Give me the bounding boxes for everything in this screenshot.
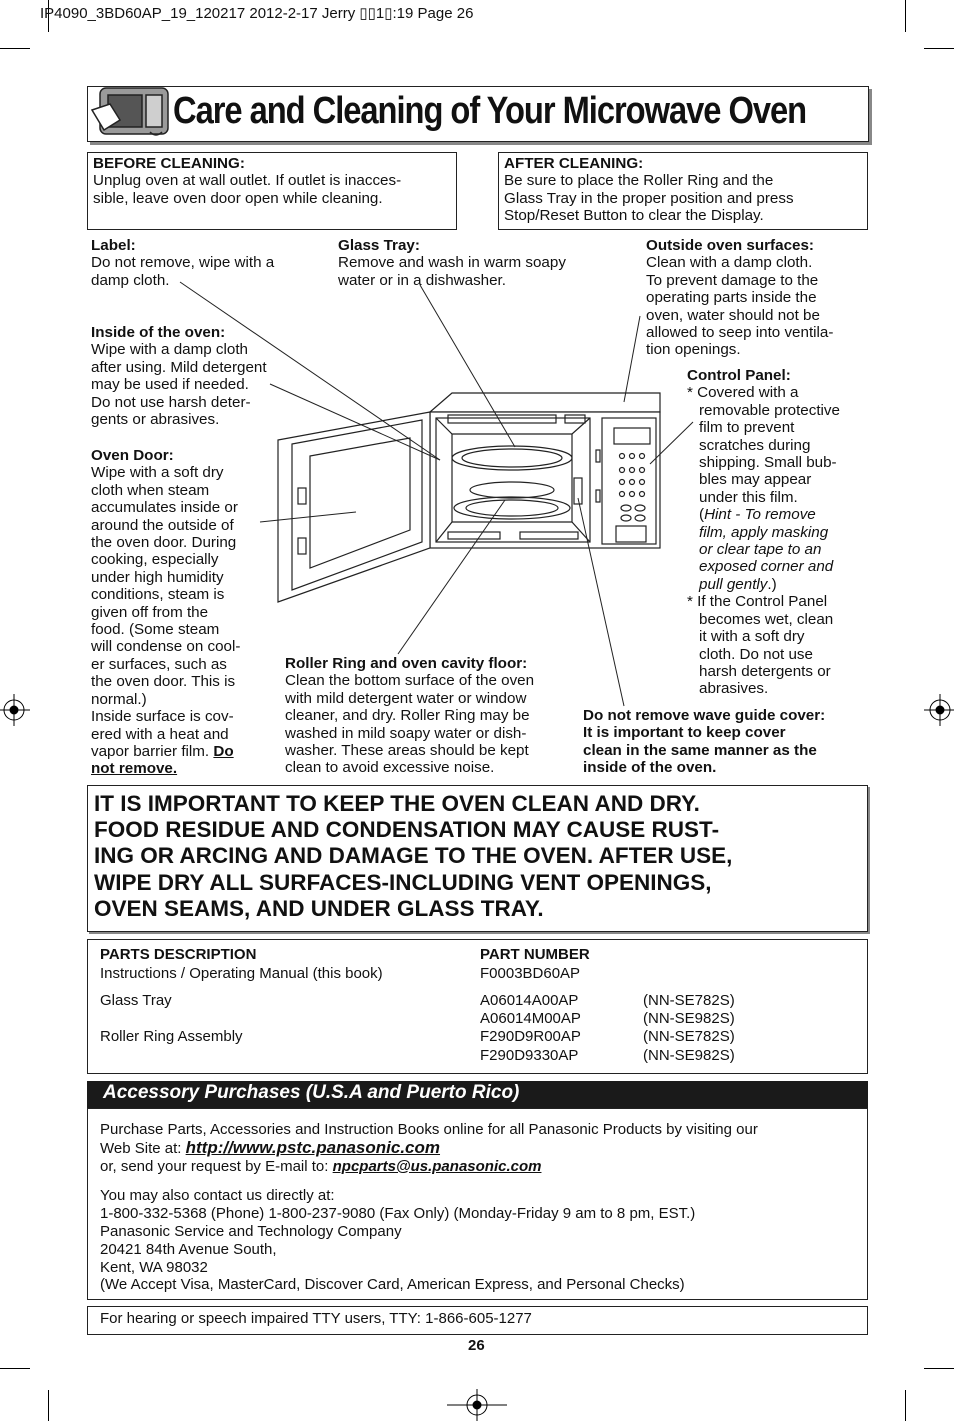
after-cleaning-text: AFTER CLEANING: Be sure to place the Roller Ring and the Glass Tray in the proper position and press Stop/Reset Button to clear the Display. <box>504 155 794 225</box>
warning-text: IT IS IMPORTANT TO KEEP THE OVEN CLEAN AND DRY. FOOD RESIDUE AND CONDENSATION MAY CAUSE RUST- ING OR ARCING AND DAMAGE TO THE OVEN. AFTER USE, WIPE DRY ALL SURFACES-INCLUDING VENT OPENINGS, OVEN SEAMS, AND UNDER GLASS TRAY. <box>94 791 733 921</box>
tty-text: For hearing or speech impaired TTY users, TTY: 1-866-605-1277 <box>100 1310 532 1327</box>
inside-oven-callout: Inside of the oven: Wipe with a damp cloth after using. Mild detergent may be used if needed. Do not use harsh deter- gents or abrasives. <box>91 324 267 429</box>
before-cleaning-text: BEFORE CLEANING: Unplug oven at wall outlet. If outlet is inacces- sible, leave oven door open while cleaning. <box>93 155 402 207</box>
control-panel-callout: Control Panel: * Covered with a removable protective film to prevent scratches during shipping. Small bub- bles may appear under this film. (Hint - To remove film, apply masking or clear tape to an exposed corner and pull gently.) * If the Control Panel becomes wet, clean it with a soft dry cloth. Do not use harsh detergents or abrasives. <box>687 367 840 698</box>
page-title: Care and Cleaning of Your Microwave Oven <box>173 90 807 132</box>
parts-row-number: F290D9R00AP <box>480 1028 581 1045</box>
accessory-title: Accessory Purchases (U.S.A and Puerto Rico) <box>103 1082 520 1103</box>
parts-row-desc: Glass Tray <box>100 992 172 1009</box>
parts-row-model: (NN-SE782S) <box>643 992 735 1009</box>
oven-door-callout: Oven Door: Wipe with a soft dry cloth when steam accumulates inside or around the outside of the oven door. During cooking, especially under high humidity conditions, steam is given off from the food. (Some steam will condense on cool- er surfaces, such as the oven door. This is normal.) Inside surface is cov- ered with a heat and vapor barrier film. Do not remove. <box>91 447 241 778</box>
parts-row-model: (NN-SE982S) <box>643 1010 735 1027</box>
parts-row-number: F290D9330AP <box>480 1047 579 1064</box>
email-link[interactable]: npcparts@us.panasonic.com <box>332 1157 542 1175</box>
page-number: 26 <box>468 1337 485 1354</box>
parts-row-desc: Roller Ring Assembly <box>100 1028 243 1045</box>
roller-ring-callout: Roller Ring and oven cavity floor: Clean the bottom surface of the oven with mild detergent water or window cleaner, and dry. Roller Ring may be washed in mild soapy water or dish- washer. These areas should be kept clean to avoid excessive noise. <box>285 655 535 777</box>
label-callout: Label: Do not remove, wipe with a damp cloth. <box>91 237 275 289</box>
glass-tray-callout: Glass Tray: Remove and wash in warm soapy water or in a dishwasher. <box>338 237 566 289</box>
accessory-body: Purchase Parts, Accessories and Instruction Books online for all Panasonic Products by visiting our Web Site at: http://www.pstc.panasonic.com or, send your request by E-mail to: npcparts@us.panasonic.com You may also contact us directly at: 1-800-332-5368 (Phone) 1-800-237-9080 (Fax Only) (Monday-Friday 9 am to 8 pm, EST.) Panasonic Service and Technology Company 20421 84th Avenue South, Kent, WA 98032 (We Accept Visa, MasterCard, Discover Card, American Express, and Personal Checks) <box>100 1121 758 1294</box>
parts-description-header: PARTS DESCRIPTION <box>100 946 257 963</box>
parts-row-model: (NN-SE782S) <box>643 1028 735 1045</box>
parts-row-number: A06014M00AP <box>480 1010 581 1027</box>
print-slug: IP4090_3BD60AP_19_120217 2012-2-17 Jerry ▯▯1▯:19 Page 26 <box>40 5 474 22</box>
outside-surfaces-callout: Outside oven surfaces: Clean with a damp cloth. To prevent damage to the operating parts inside the oven, water should not be allowed to seep into ventila- tion openings. <box>646 237 834 359</box>
website-link[interactable]: http://www.pstc.panasonic.com <box>185 1137 441 1157</box>
parts-row-model: (NN-SE982S) <box>643 1047 735 1064</box>
parts-row-number: A06014A00AP <box>480 992 579 1009</box>
wave-guide-callout: Do not remove wave guide cover: It is important to keep cover clean in the same manner as the inside of the oven. <box>583 707 826 777</box>
registration-mark-bottom <box>447 1389 507 1421</box>
parts-row-desc: Instructions / Operating Manual (this book) <box>100 965 383 982</box>
registration-mark-left <box>0 694 30 726</box>
part-number-header: PART NUMBER <box>480 946 590 963</box>
registration-mark-right <box>924 694 954 726</box>
parts-row-number: F0003BD60AP <box>480 965 581 982</box>
microwave-oven-diagram <box>278 393 660 602</box>
